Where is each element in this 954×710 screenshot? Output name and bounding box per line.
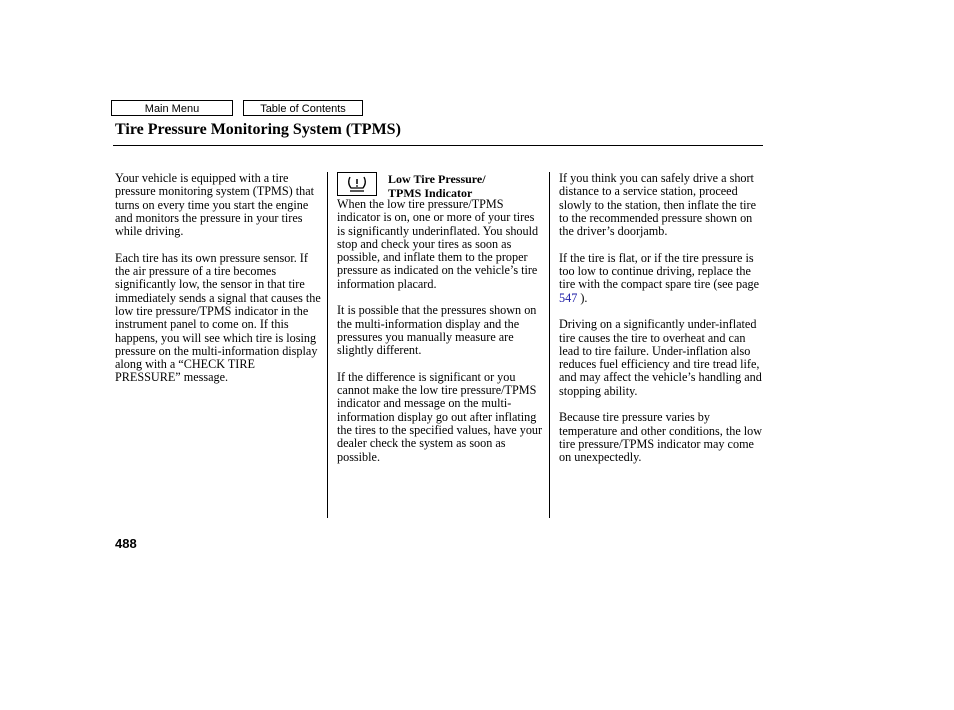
column-divider bbox=[549, 172, 550, 518]
indicator-heading-line: TPMS Indicator bbox=[388, 186, 473, 200]
page-number: 488 bbox=[115, 536, 137, 551]
page-reference-link[interactable]: 547 bbox=[559, 290, 578, 305]
tpms-warning-icon bbox=[337, 172, 377, 196]
paragraph: Driving on a significantly under-inflated tire causes the tire to overheat and can lead to tire failure. Under-inflation also reduces fuel efficiency and tire tread life, and may affect the vehicle’s handling and stopping ability. bbox=[559, 317, 762, 398]
paragraph: Your vehicle is equipped with a tire pressure monitoring system (TPMS) that turns on every time you start the engine and monitors the pressure in your tires while driving. bbox=[115, 171, 315, 239]
paragraph: Each tire has its own pressure sensor. If the air pressure of a tire becomes significantly low, the sensor in that tire immediately sends a signal that causes the low tire pressure/TPMS indicator in the instrument panel to come on. If this happens, you will see which tire is losing pressure on the multi-information display along with a “CHECK TIRE PRESSURE” message. bbox=[115, 250, 321, 385]
column-3 bbox=[559, 172, 765, 478]
paragraph-text: If the tire is flat, or if the tire pressure is too low to continue driving, replace the tire with the compact spare tire (see page bbox=[559, 250, 759, 292]
paragraph: If you think you can safely drive a short distance to a service station, proceed slowly to the station, then inflate the tire to the recommended pressure shown on the driver’s doorjamb. bbox=[559, 171, 756, 239]
paragraph: It is possible that the pressures shown on the multi-information display and the pressures you manually measure are slightly different. bbox=[337, 303, 537, 358]
paragraph: When the low tire pressure/TPMS indicator is on, one or more of your tires is significantly underinflated. You should stop and check your tires as soon as possible, and inflate them to the proper pressure as indicated on the vehicle’s tire information placard. bbox=[337, 197, 539, 291]
page-title: Tire Pressure Monitoring System (TPMS) bbox=[115, 121, 401, 138]
column-divider bbox=[327, 172, 328, 518]
main-menu-button[interactable]: Main Menu bbox=[111, 100, 233, 116]
paragraph bbox=[559, 252, 765, 305]
indicator-heading bbox=[388, 172, 486, 200]
column-1 bbox=[115, 172, 323, 398]
table-of-contents-button[interactable]: Table of Contents bbox=[243, 100, 363, 116]
column-2 bbox=[337, 198, 545, 477]
paragraph: If the difference is significant or you cannot make the low tire pressure/TPMS indicator and message on the multi-information display go out after inflating the tires to the specified values, have your dealer check the system as soon as possible. bbox=[337, 369, 543, 464]
indicator-heading-line: Low Tire Pressure/ bbox=[388, 172, 486, 186]
paragraph-text: ). bbox=[577, 290, 588, 305]
paragraph: Because tire pressure varies by temperature and other conditions, the low tire pressure/TPMS indicator may come on unexpectedly. bbox=[559, 410, 763, 465]
title-divider bbox=[113, 145, 763, 146]
